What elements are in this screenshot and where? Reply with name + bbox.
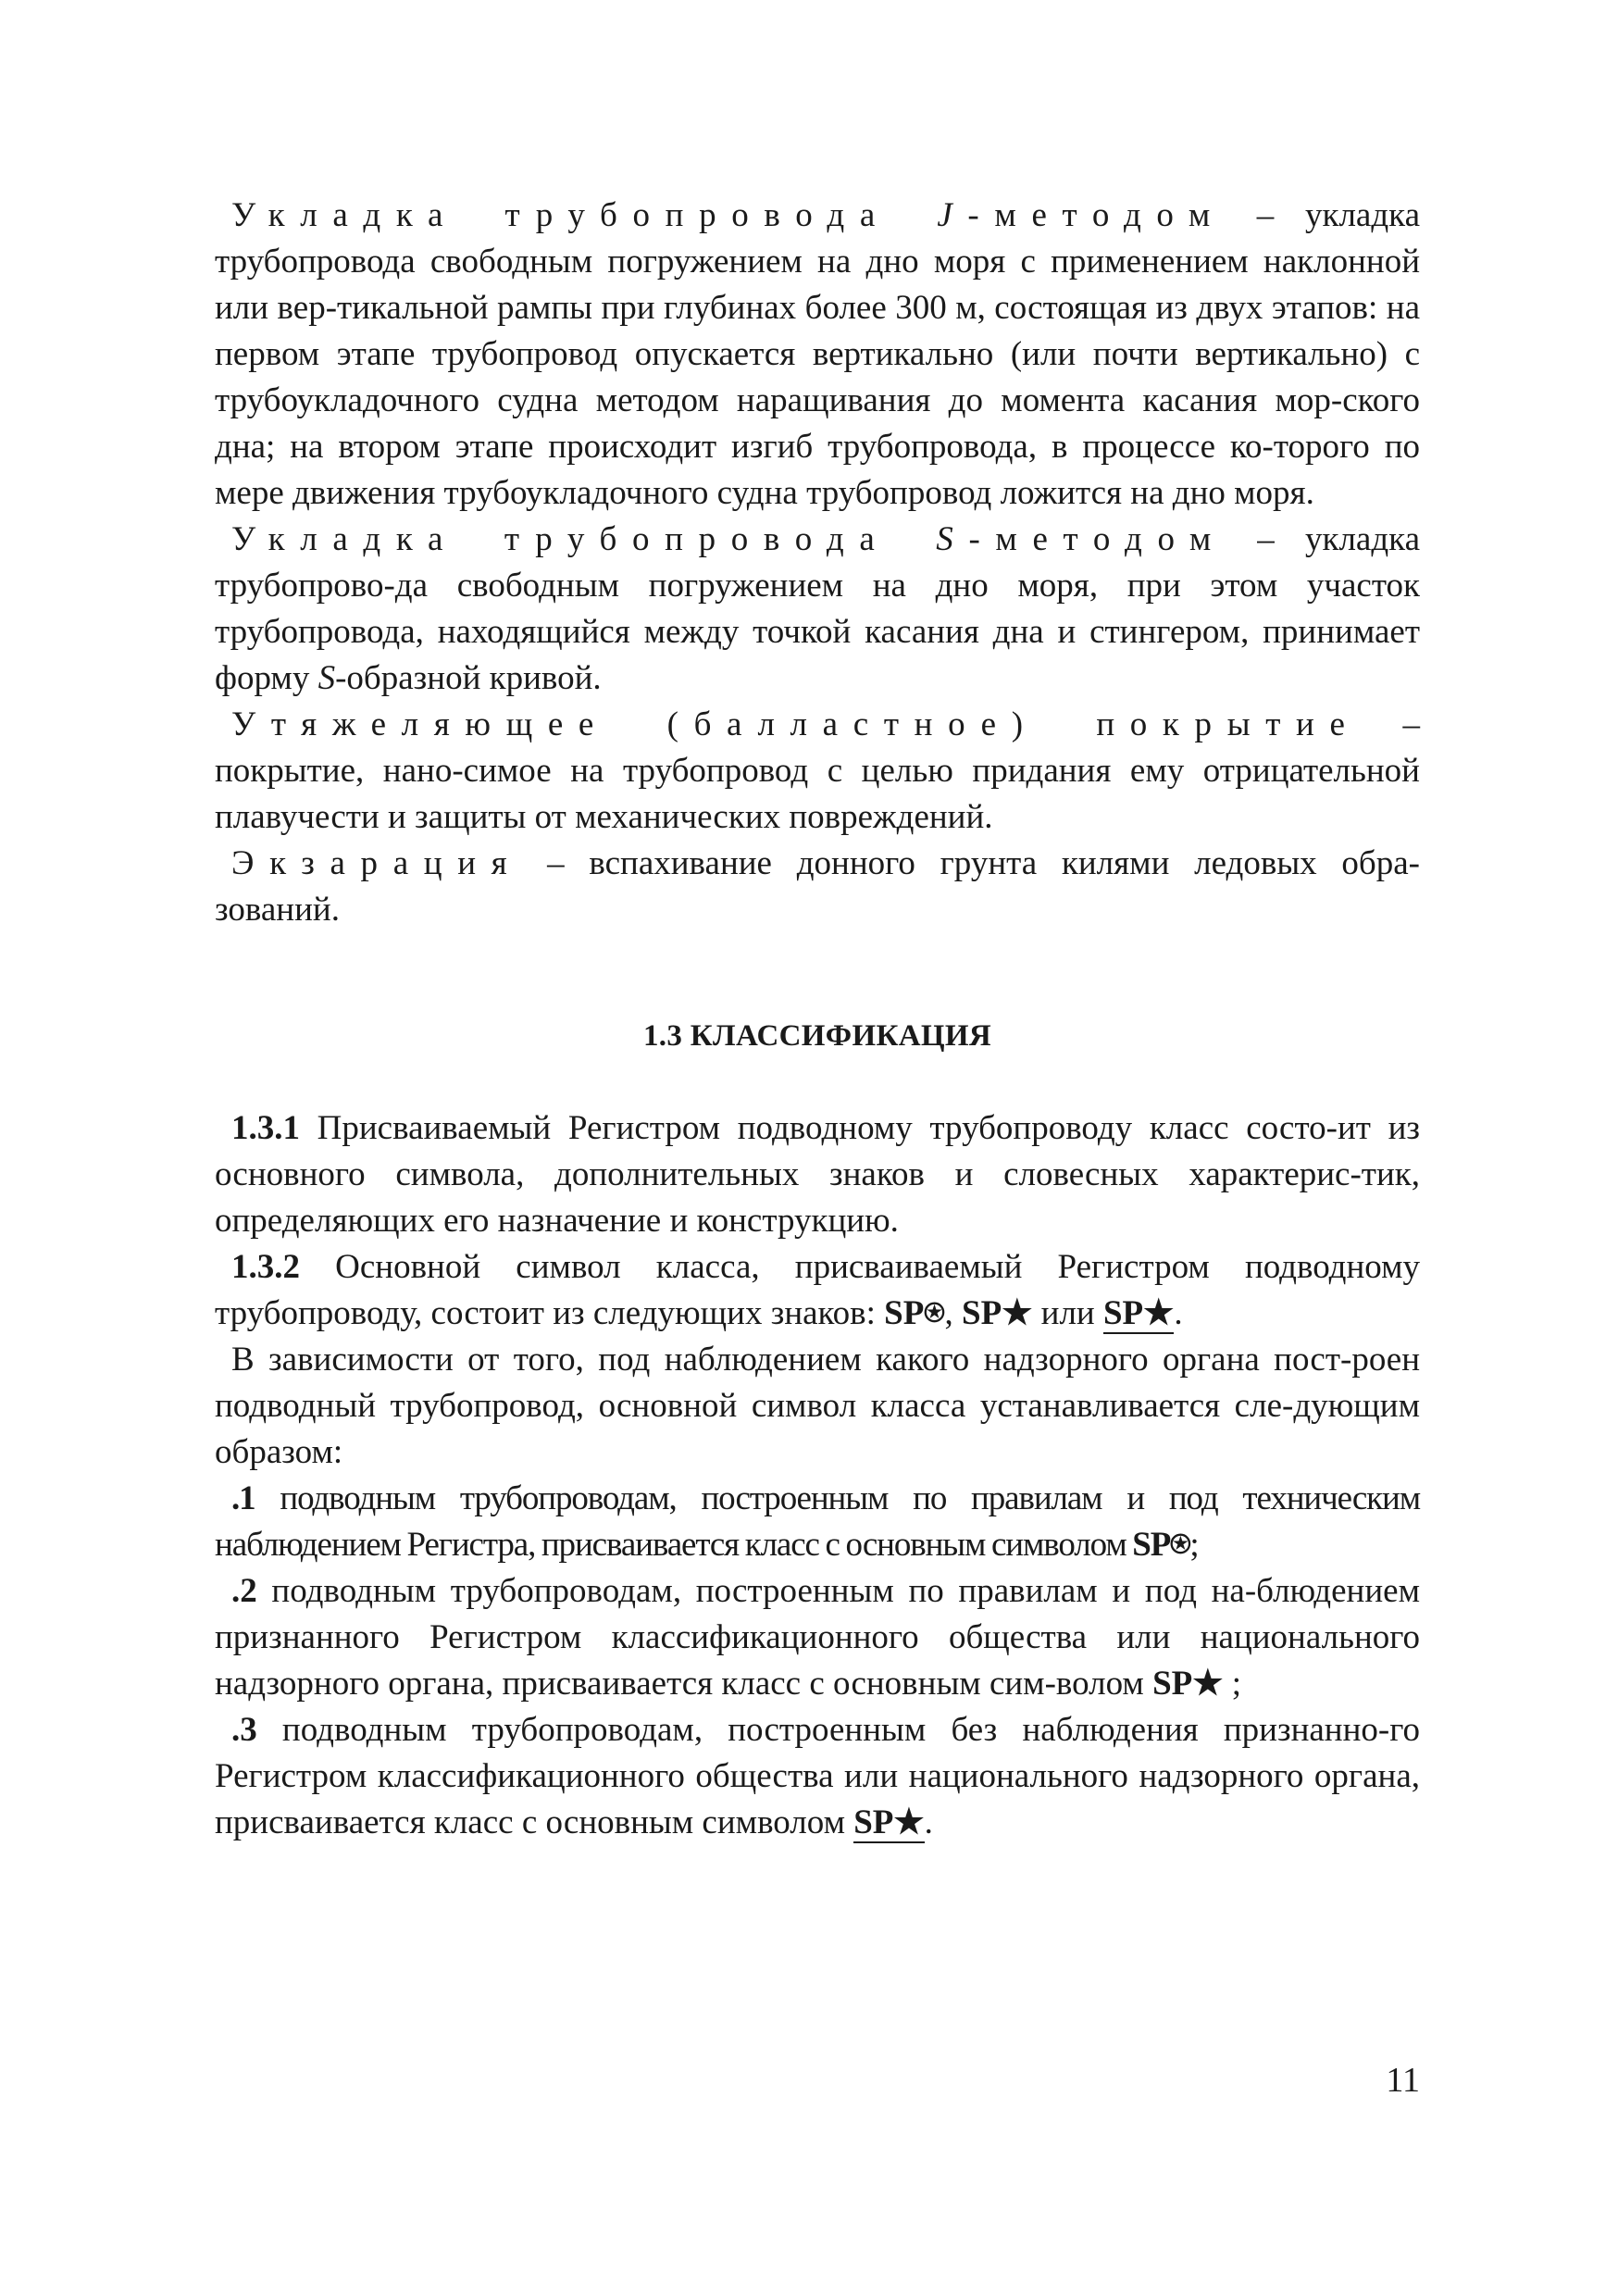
item-number: .2 <box>231 1572 257 1610</box>
class-symbol-register: SP⍟ <box>884 1294 945 1332</box>
definition-j-method <box>215 193 1420 517</box>
definition-j-method-text: – укладка трубопровода свободным погружением на дно моря с применением наклонной или вер-тикальной рампы при глубинах более 300 м, состоящая из двух этапов: на первом этапе трубопровод опускается вертикально (или почти вертикально) с трубоукладочного судна методом наращивания до момента касания мор-ского дна; на втором этапе происходит изгиб трубопровода, в процессе ко-торого по мере движения трубоукладочного судна трубопровод ложится на дно моря. <box>215 196 1421 512</box>
item-2: .2 подводным трубопроводам, построенным по правилам и под на-блюдением признанного Регистром классификационного общества или национального надзорного органа, присваивается класс с основным сим-волом SP★ ; <box>215 1572 1420 1703</box>
clause-1-3-1: 1.3.1 Присваиваемый Регистром подводному трубопроводу класс состо-ит из основного символа, дополнительных знаков и словесных характерис-тик, определяющих его назначение и конструкцию. <box>215 1109 1420 1240</box>
definition-s-method <box>215 517 1420 702</box>
term-s-method: Укладка трубопровода S-методом <box>231 520 1226 558</box>
class-symbol-star: SP★ <box>962 1294 1033 1332</box>
classification-block <box>215 1105 1420 1846</box>
definitions-block <box>215 193 1420 933</box>
definition-exaration-text: – вспахивание донного грунта килями ледовых обра-зований. <box>215 844 1420 929</box>
page-number: 11 <box>1386 2061 1420 2100</box>
class-symbol-register: SP⍟ <box>1132 1526 1190 1564</box>
dependency-paragraph: В зависимости от того, под наблюдением какого надзорного органа пост-роен подводный трубопровод, основной символ класса устанавливается сле-дующим образом: <box>215 1341 1420 1471</box>
term-exaration: Экзарация <box>231 844 523 882</box>
clause-number: 1.3.1 <box>231 1109 300 1147</box>
class-symbol-star: SP★ <box>1152 1665 1224 1703</box>
definition-exaration <box>215 841 1420 933</box>
item-1: .1 подводным трубопроводам, построенным по правилам и под техническим наблюдением Регистра, присваивается класс с основным символом SP⍟; <box>215 1479 1420 1564</box>
definition-weight-coating <box>215 702 1420 841</box>
clause-number: 1.3.2 <box>231 1248 300 1286</box>
class-symbol-star-underlined: SP★ <box>1102 1294 1175 1332</box>
term-weight-coating: Утяжеляющее (балластное) покрытие <box>231 705 1361 743</box>
item-3: .3 подводным трубопроводам, построенным без наблюдения признанно-го Регистром классификационного общества или национального надзорного органа, присваивается класс с основным символом SP★. <box>215 1711 1420 1841</box>
term-j-method: Укладка трубопровода J-методом <box>231 196 1226 234</box>
clause-1-3-2: 1.3.2 Основной символ класса, присваиваемый Регистром подводному трубопроводу, состоит из следующих знаков: SP⍟, SP★ или SP★. <box>215 1248 1420 1332</box>
item-number: .3 <box>231 1711 257 1749</box>
definition-weight-coating-text: – покрытие, нано-симое на трубопровод с целью придания ему отрицательной плавучести и защиты от механических повреждений. <box>215 705 1421 836</box>
definition-s-method-text: – укладка трубопрово-да свободным погружением на дно моря, при этом участок трубопровода, находящийся между точкой касания дна и стингером, принимает форму S-образной кривой. <box>215 520 1420 697</box>
section-heading: 1.3 КЛАССИФИКАЦИЯ <box>642 1019 992 1053</box>
class-symbol-star-underlined: SP★ <box>853 1803 925 1841</box>
item-number: .1 <box>231 1479 255 1517</box>
